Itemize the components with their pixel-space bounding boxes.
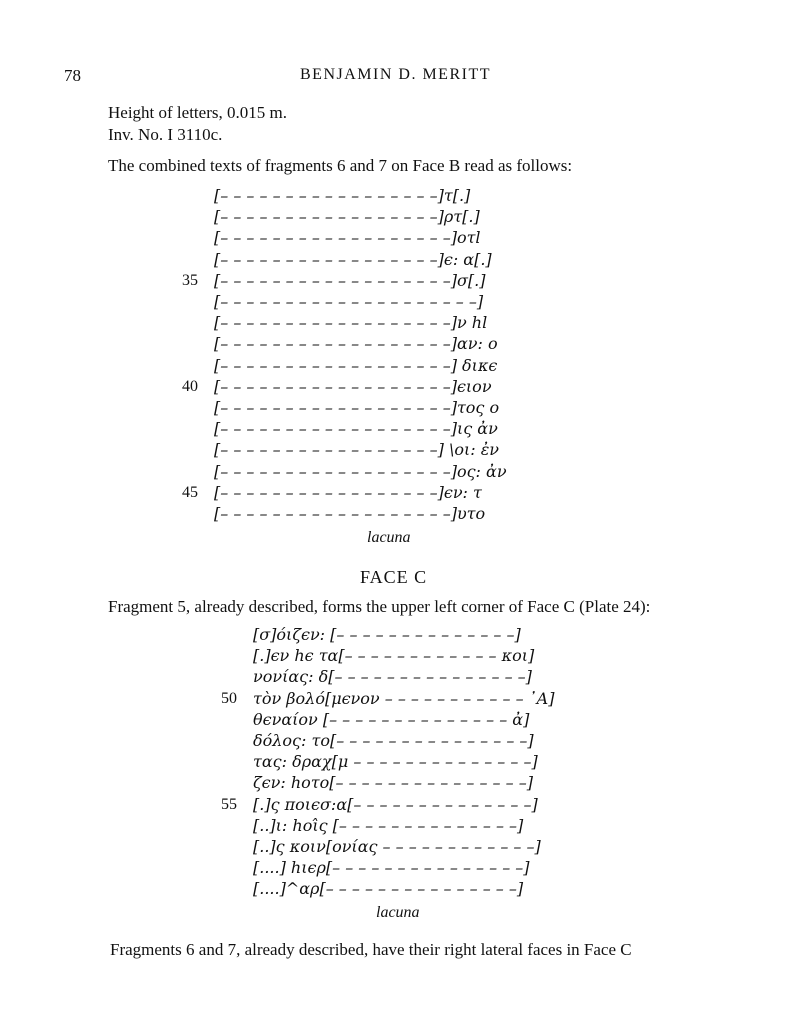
inscription-line: [– – – – – – – – – – – – – – – – – –]ος: ἀν xyxy=(214,461,507,481)
inscription-line: δόλος: το[– – – – – – – – – – – – – – –] xyxy=(253,731,534,750)
face-b-lacuna: lacuna xyxy=(367,529,411,546)
inscription-line: [.]ϵν hϵ τα[– – – – – – – – – – – – κοι] xyxy=(253,646,535,666)
inscription-line: [– – – – – – – – – – – – – – – – – –]αν: ο xyxy=(214,334,498,354)
line-number: 55 xyxy=(221,795,237,813)
inscription-line: [σ]όιζϵν: [– – – – – – – – – – – – – –] xyxy=(253,625,521,644)
inscription-line: [....]^αρ[– – – – – – – – – – – – – – –] xyxy=(253,879,524,899)
face-c-description: Fragment 5, already described, forms the upper left corner of Face C (Plate 24): xyxy=(108,597,651,616)
inscription-line: [– – – – – – – – – – – – – – – – –] \οι: ἐν xyxy=(214,440,500,460)
inscription-line: [..]ς κοιν[ονίας – – – – – – – – – – – –] xyxy=(253,837,541,856)
inscription-line: ζϵν: hοτο[– – – – – – – – – – – – – – –] xyxy=(253,773,533,793)
letter-height-note: Height of letters, 0.015 m. xyxy=(108,103,287,122)
inscription-line: [....] hιϵρ[– – – – – – – – – – – – – – –] xyxy=(253,858,530,878)
inscription-line: θϵναίον [– – – – – – – – – – – – – – ἀ] xyxy=(253,709,530,729)
inscription-line: [– – – – – – – – – – – – – – – – –]ϵ: α[.] xyxy=(214,249,492,269)
inscription-line: [..]ι: hοι̂ς [– – – – – – – – – – – – – –] xyxy=(253,815,524,835)
line-number: 35 xyxy=(182,271,198,289)
face-c-lacuna: lacuna xyxy=(376,904,420,921)
closing-paragraph: Fragments 6 and 7, already described, have their right lateral faces in Face C xyxy=(110,940,632,959)
inscription-line: [.]ς ποιϵσ:α[– – – – – – – – – – – – – –] xyxy=(253,794,538,814)
page-number: 78 xyxy=(64,66,81,85)
inscription-line: [– – – – – – – – – – – – – – – – – –]τος ο xyxy=(214,398,500,417)
inscription-line: νονίας: δ[– – – – – – – – – – – – – – –] xyxy=(253,667,532,687)
line-number: 50 xyxy=(221,689,237,707)
inscription-line: [– – – – – – – – – – – – – – – – – –]ν hl xyxy=(214,313,488,333)
intro-paragraph: The combined texts of fragments 6 and 7 on Face B read as follows: xyxy=(108,156,573,175)
line-number: 40 xyxy=(182,377,198,395)
inscription-line: [– – – – – – – – – – – – – – – – – –]οτl xyxy=(214,228,481,248)
inscription-line: [– – – – – – – – – – – – – – – – – –] δικϵ xyxy=(214,355,498,375)
inscription-line: [– – – – – – – – – – – – – – – – – –]υτο xyxy=(214,504,486,523)
inscription-line: [– – – – – – – – – – – – – – – – –]ϵν: τ xyxy=(214,482,482,502)
inscription-line: [– – – – – – – – – – – – – – – – – –]ϵιον xyxy=(214,376,492,396)
running-head: BENJAMIN D. MERITT xyxy=(300,66,491,83)
line-number: 45 xyxy=(182,483,198,501)
inscription-line: [– – – – – – – – – – – – – – – – – –]ις ἀν xyxy=(214,419,498,439)
inventory-number: Inv. No. I 3110c. xyxy=(108,125,223,144)
face-c-heading: FACE C xyxy=(360,567,428,587)
inscription-line: [– – – – – – – – – – – – – – – – – – – –] xyxy=(214,292,484,311)
inscription-line: [– – – – – – – – – – – – – – – – – –]σ[.] xyxy=(214,270,486,290)
inscription-line: τας: δραχ[μ – – – – – – – – – – – – – –] xyxy=(253,752,538,772)
inscription-line: [– – – – – – – – – – – – – – – – –]ρτ[.] xyxy=(214,207,480,227)
inscription-line: [– – – – – – – – – – – – – – – – –]τ[.] xyxy=(214,186,471,205)
inscription-line: τὸν βολό[μϵνον – – – – – – – – – – – ᾽Α] xyxy=(253,688,555,708)
